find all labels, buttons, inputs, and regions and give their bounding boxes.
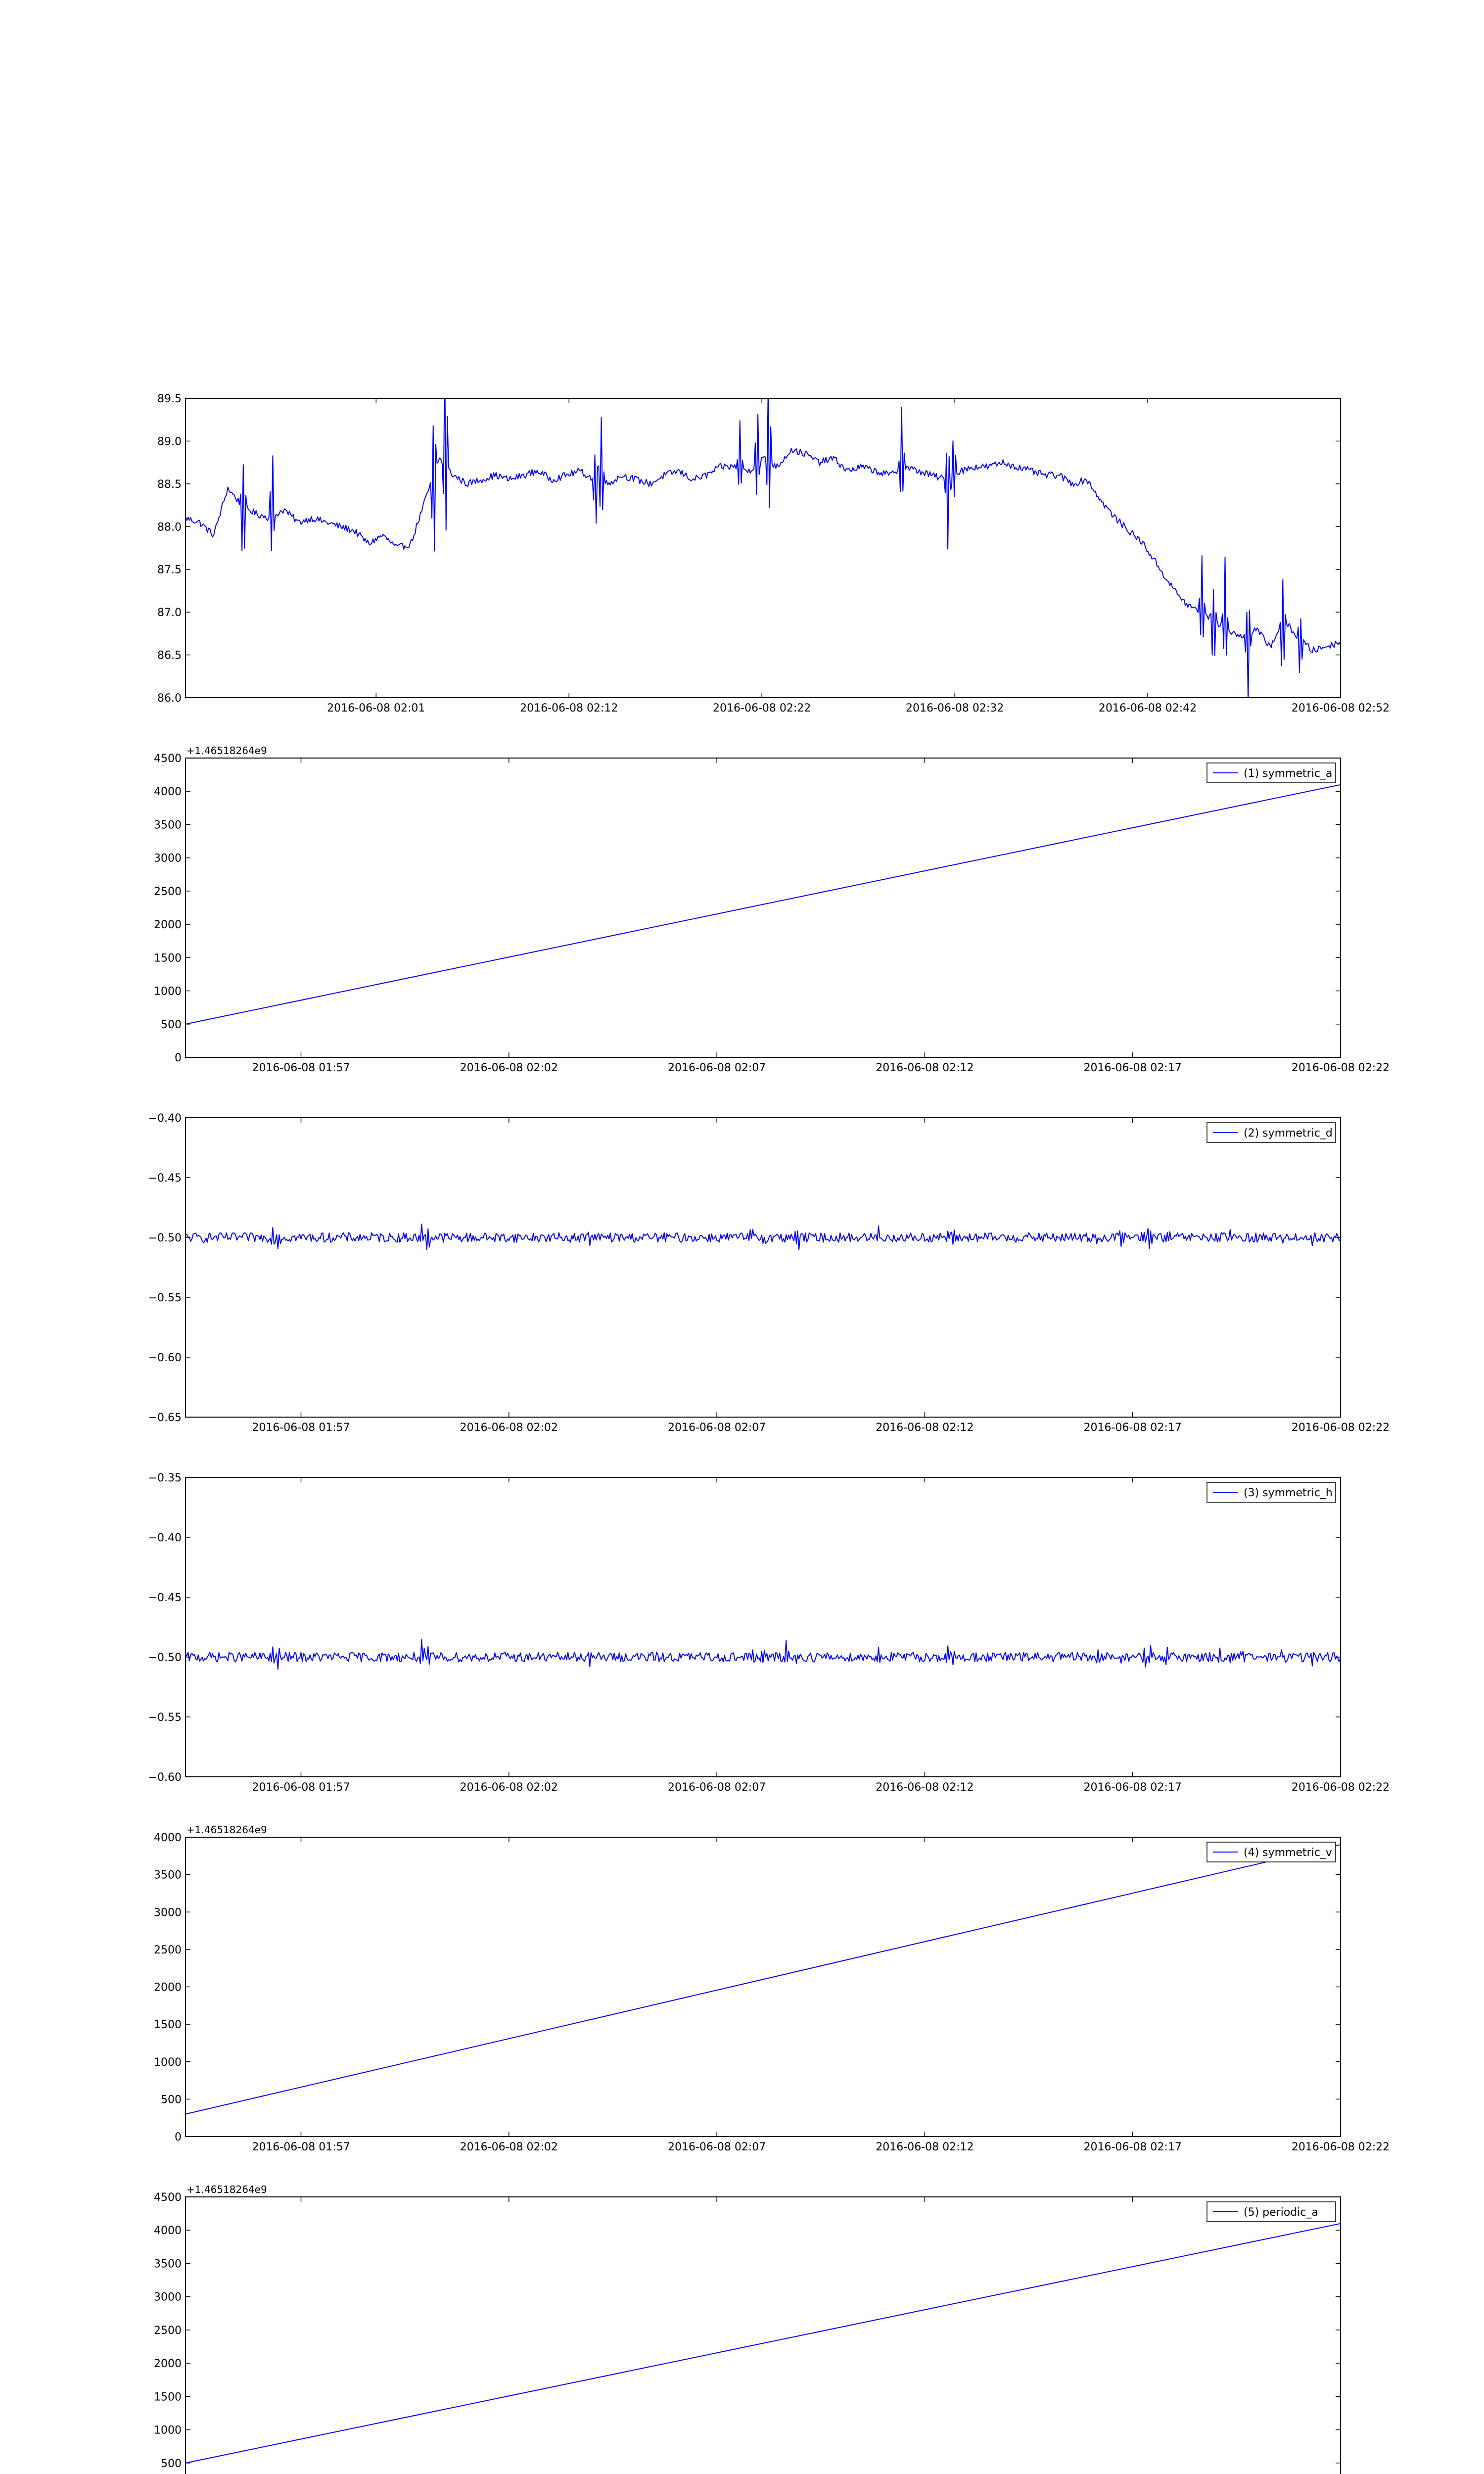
y-tick-label: 86.0 xyxy=(157,692,182,705)
y-tick-label: −0.60 xyxy=(148,1352,182,1364)
y-tick-label: 500 xyxy=(161,2457,182,2470)
y-tick-label: 0 xyxy=(175,1052,182,1064)
y-tick-label: 3500 xyxy=(154,1869,182,1882)
y-tick-label: 4000 xyxy=(154,786,182,799)
y-tick-label: 1500 xyxy=(154,2019,182,2032)
legend-label: (3) symmetric_h xyxy=(1244,1487,1333,1499)
x-tick-label: 2016-06-08 02:02 xyxy=(460,1781,558,1794)
x-tick-label: 2016-06-08 02:07 xyxy=(667,1781,766,1794)
x-tick-label: 2016-06-08 02:01 xyxy=(327,702,425,714)
y-tick-label: −0.55 xyxy=(148,1292,182,1304)
x-tick-label: 2016-06-08 02:32 xyxy=(905,702,1004,714)
y-tick-label: 1000 xyxy=(154,985,182,998)
x-tick-label: 2016-06-08 02:17 xyxy=(1083,2141,1182,2153)
x-tick-label: 2016-06-08 02:12 xyxy=(876,2141,974,2153)
x-tick-label: 2016-06-08 02:02 xyxy=(460,1062,558,1074)
y-tick-label: 4000 xyxy=(154,1832,182,1844)
y-tick-label: −0.45 xyxy=(148,1172,182,1185)
y-tick-label: 1500 xyxy=(154,952,182,965)
y-tick-label: 88.5 xyxy=(157,478,182,491)
y-tick-label: 500 xyxy=(161,2093,182,2106)
y-tick-label: 88.0 xyxy=(157,521,182,534)
y-tick-label: −0.65 xyxy=(148,1412,182,1424)
legend xyxy=(1207,763,1336,783)
y-tick-label: 1500 xyxy=(154,2391,182,2404)
x-tick-label: 2016-06-08 02:52 xyxy=(1291,702,1390,714)
x-tick-label: 2016-06-08 02:07 xyxy=(667,1422,766,1434)
y-tick-label: 4500 xyxy=(154,753,182,765)
legend-label: (4) symmetric_v xyxy=(1244,1847,1332,1859)
x-tick-label: 2016-06-08 02:22 xyxy=(1291,2141,1390,2153)
y-tick-label: 86.5 xyxy=(157,649,182,662)
y-tick-label: −0.40 xyxy=(148,1112,182,1125)
y-tick-label: −0.50 xyxy=(148,1232,182,1244)
y-tick-label: 4500 xyxy=(154,2191,182,2204)
y-tick-label: −0.35 xyxy=(148,1472,182,1484)
x-tick-label: 2016-06-08 01:57 xyxy=(252,2141,350,2153)
x-tick-label: 2016-06-08 02:17 xyxy=(1083,1062,1182,1074)
x-tick-label: 2016-06-08 01:57 xyxy=(252,1062,350,1074)
y-tick-label: 2500 xyxy=(154,885,182,898)
y-tick-label: 2000 xyxy=(154,2358,182,2371)
y-tick-label: 3000 xyxy=(154,2291,182,2304)
y-tick-label: 0 xyxy=(175,2131,182,2143)
y-tick-label: 3500 xyxy=(154,2258,182,2271)
legend-label: (2) symmetric_d xyxy=(1244,1127,1333,1140)
legend xyxy=(1207,1482,1336,1502)
legend xyxy=(1207,1123,1336,1142)
axis-offset-label: +1.46518264e9 xyxy=(186,1824,267,1836)
y-tick-label: 500 xyxy=(161,1018,182,1031)
legend xyxy=(1207,2202,1336,2222)
y-tick-label: 3000 xyxy=(154,1906,182,1919)
x-tick-label: 2016-06-08 02:02 xyxy=(460,2141,558,2153)
y-tick-label: 2500 xyxy=(154,2324,182,2337)
x-tick-label: 2016-06-08 01:57 xyxy=(252,1422,350,1434)
y-tick-label: −0.50 xyxy=(148,1652,182,1664)
axis-offset-label: +1.46518264e9 xyxy=(186,745,267,757)
y-tick-label: 89.5 xyxy=(157,393,182,405)
legend-label: (5) periodic_a xyxy=(1244,2206,1318,2219)
x-tick-label: 2016-06-08 02:07 xyxy=(667,2141,766,2153)
x-tick-label: 2016-06-08 02:12 xyxy=(520,702,618,714)
x-tick-label: 2016-06-08 02:17 xyxy=(1083,1422,1182,1434)
x-tick-label: 2016-06-08 02:22 xyxy=(1291,1422,1390,1434)
y-tick-label: 87.0 xyxy=(157,607,182,619)
y-tick-label: 2000 xyxy=(154,919,182,932)
axis-offset-label: +1.46518264e9 xyxy=(186,2184,267,2195)
y-tick-label: 3000 xyxy=(154,852,182,865)
y-tick-label: −0.40 xyxy=(148,1532,182,1544)
y-tick-label: 2000 xyxy=(154,1981,182,1994)
x-tick-label: 2016-06-08 02:12 xyxy=(876,1062,974,1074)
x-tick-label: 2016-06-08 01:57 xyxy=(252,1781,350,1794)
x-tick-label: 2016-06-08 02:22 xyxy=(1291,1781,1390,1794)
y-tick-label: 4000 xyxy=(154,2225,182,2237)
y-tick-label: 1000 xyxy=(154,2056,182,2069)
y-tick-label: −0.45 xyxy=(148,1592,182,1604)
y-tick-label: −0.60 xyxy=(148,1771,182,1784)
y-tick-label: 1000 xyxy=(154,2424,182,2437)
y-tick-label: 87.5 xyxy=(157,564,182,576)
y-tick-label: 2500 xyxy=(154,1944,182,1956)
x-tick-label: 2016-06-08 02:42 xyxy=(1098,702,1197,714)
legend-label: (1) symmetric_a xyxy=(1244,767,1333,780)
x-tick-label: 2016-06-08 02:17 xyxy=(1083,1781,1182,1794)
legend xyxy=(1207,1842,1336,1862)
x-tick-label: 2016-06-08 02:12 xyxy=(876,1422,974,1434)
x-tick-label: 2016-06-08 02:07 xyxy=(667,1062,766,1074)
y-tick-label: −0.55 xyxy=(148,1712,182,1724)
x-tick-label: 2016-06-08 02:12 xyxy=(876,1781,974,1794)
x-tick-label: 2016-06-08 02:22 xyxy=(1291,1062,1390,1074)
y-tick-label: 3500 xyxy=(154,819,182,832)
x-tick-label: 2016-06-08 02:22 xyxy=(713,702,811,714)
x-tick-label: 2016-06-08 02:02 xyxy=(460,1422,558,1434)
y-tick-label: 89.0 xyxy=(157,435,182,448)
